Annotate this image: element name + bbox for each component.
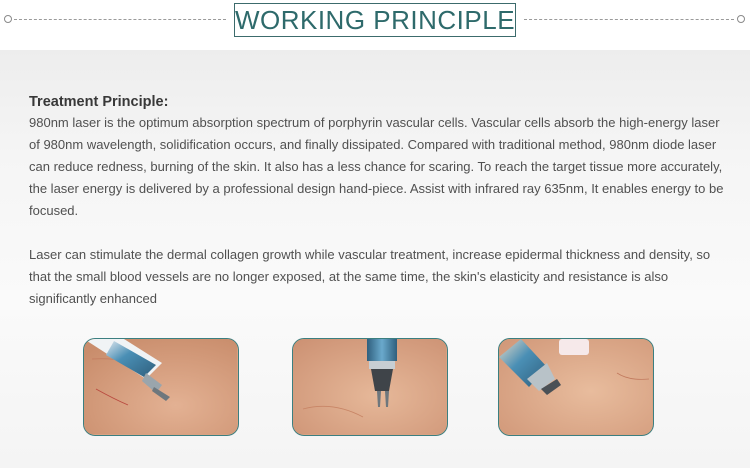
- paragraph-1: 980nm laser is the optimum absorption spectrum of porphyrin vascular cells. Vascular cells absorb the high-energy laser of 980nm wavelength, solidification occurs, and finally dissipated. Compared with traditional method, 980nm diode laser can reduce redness, burning of the skin. It also has a less chance for scaring. To reach the target tissue more accurately, the laser energy is delivered by a professional design hand-piece. Assist with infrared ray 635nm, It enables energy to be focused.: [29, 115, 724, 218]
- left-dot-icon: [4, 15, 12, 23]
- handpiece-treatment-photo-2: [293, 339, 446, 434]
- handpiece-treatment-photo-3: [499, 339, 652, 434]
- treatment-principle-section: [29, 92, 729, 310]
- section-header: [0, 0, 750, 42]
- left-dashed-line: [14, 19, 226, 20]
- treatment-photo-3: [498, 338, 654, 436]
- treatment-photo-2: [292, 338, 448, 436]
- page-title: WORKING PRINCIPLE: [234, 3, 516, 37]
- right-dot-icon: [737, 15, 745, 23]
- right-dashed-line: [524, 19, 734, 20]
- paragraph-2: Laser can stimulate the dermal collagen growth while vascular treatment, increase epidermal thickness and density, so that the small blood vessels are no longer exposed, at the same time, the skin's elasticity and resistance is also significantly enhanced: [29, 247, 711, 306]
- section-heading: Treatment Principle:: [29, 94, 169, 110]
- handpiece-treatment-photo-1: [84, 339, 237, 434]
- treatment-photo-1: [83, 338, 239, 436]
